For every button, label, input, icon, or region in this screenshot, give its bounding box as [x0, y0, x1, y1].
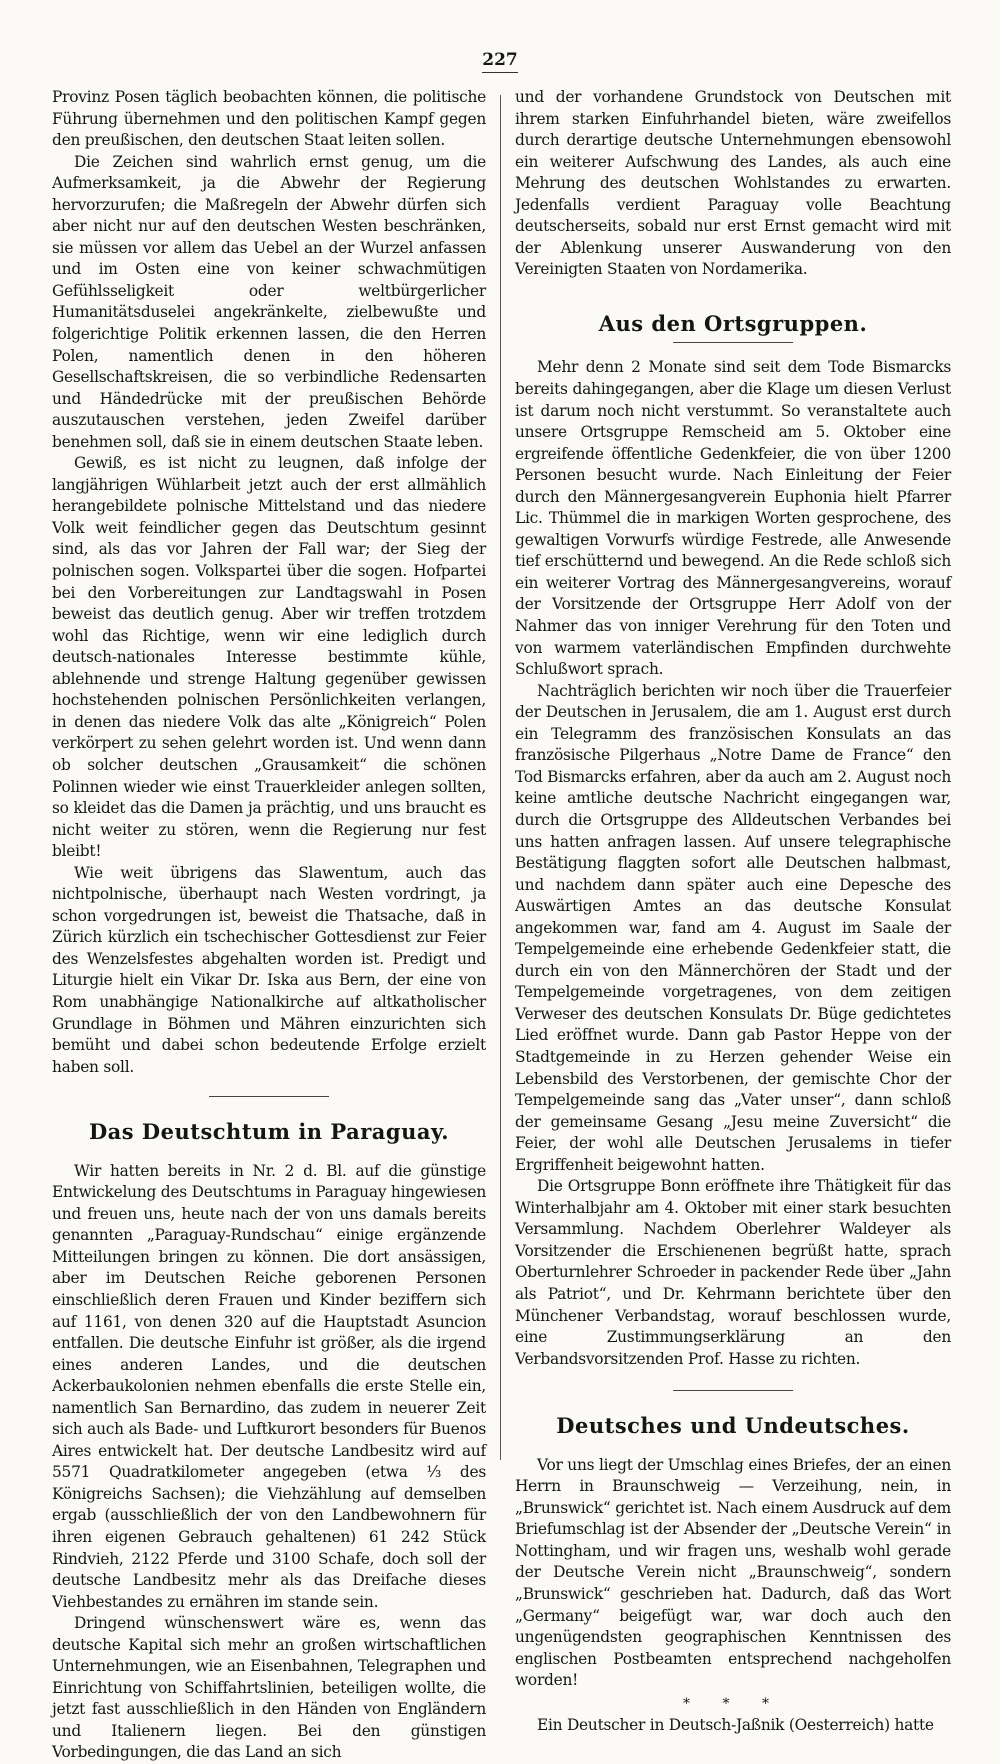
left-paragraph-4: Wie weit übrigens das Slawentum, auch das nichtpolnische, überhaupt nach Westen vordringt, ja schon vorgedrungen ist, beweist die Thatsache, daß in Zürich kürzlich ein tschechischer Gottesdienst zur Feier des Wenzelsfestes abgehalten worden ist. Predigt und Liturgie hielt ein Vikar Dr. Iska aus Bern, der eine von Rom unabhängige Nationalkirche auf altkatholischer Grundlage in Böhmen und Mähren einzurichten sich bemüht und dabei schon bedeutende Erfolge erzielt haben soll.	[52, 863, 486, 1076]
right-paragraph-6: Ein Deutscher in Deutsch-Jaßnik (Oesterreich) hatte	[537, 1716, 934, 1735]
heading-ortsgruppen: Aus den Ortsgruppen.	[598, 310, 868, 336]
section-stars: * * *	[683, 1695, 783, 1712]
right-paragraph-4: Die Ortsgruppe Bonn eröffnete ihre Thätigkeit für das Winterhalbjahr am 4. Oktober mit einer stark besuchten Versammlung. Nachdem Oberlehrer Waldeyer als Vorsitzender die Erschienenen begrüßt hatte, sprach Oberturnlehrer Schroeder in packender Rede über „Jahn als Patriot“, und Dr. Kehrmann berichtete über den Münchener Verbandstag, worauf beschlossen wurde, eine Zustimmungserklärung an den Verbandsvorsitzenden Prof. Hasse zu richten.	[515, 1177, 951, 1368]
page-number: 227	[0, 50, 1000, 73]
right-paragraph-1: und der vorhandene Grundstock von Deutschen mit ihrem starken Einfuhrhandel bieten, wäre zweifellos durch derartige deutsche Unternehmungen ebensowohl ein weiterer Aufschwung des Landes, als auch eine Mehrung des deutschen Wohlstandes zu erwarten. Jedenfalls verdient Paraguay volle Beachtung deutscherseits, sobald nur erst Ernst gemacht wird mit der Ablenkung unserer Auswanderung von den Vereinigten Staaten von Nordamerika.	[515, 88, 951, 279]
section-divider	[209, 1096, 329, 1097]
heading-deutsches-undeutsches: Deutsches und Undeutsches.	[556, 1413, 910, 1439]
column-rule	[500, 95, 501, 1460]
left-column	[52, 87, 486, 1764]
heading-paraguay: Das Deutschtum in Paraguay.	[88, 1119, 450, 1145]
heading-underline	[673, 342, 793, 343]
right-paragraph-2: Mehr denn 2 Monate sind seit dem Tode Bismarcks bereits dahingegangen, aber die Klage um diesen Verlust ist darum noch nicht verstummt. So veranstaltete auch unsere Ortsgruppe Remscheid am 5. Oktober eine ergreifende öffentliche Gedenkfeier, die von über 1200 Personen besucht wurde. Nach Einleitung der Feier durch den Männergesangverein Euphonia hielt Pfarrer Lic. Thümmel die in markigen Worten gesprochene, des gewaltigen Vorwurfs würdige Festrede, alle Anwesende tief erschütternd und bewegend. An die Rede schloß sich ein weiterer Vortrag des Männergesangvereins, worauf der Vorsitzende der Ortsgruppe Herr Adolf von der Nahmer das von inniger Verehrung für den Toten und von warmem vaterländischen Empfinden durchwehte Schlußwort sprach.	[515, 358, 951, 679]
left-paragraph-5: Wir hatten bereits in Nr. 2 d. Bl. auf die günstige Entwickelung des Deutschtums in Paraguay hingewiesen und freuen uns, heute nach der von uns damals bereits genannten „Paraguay-Rundschau“ einige ergänzende Mitteilungen bringen zu können. Die dort ansässigen, aber im Deutschen Reiche geborenen Personen einschließlich deren Frauen und Kinder beziffern sich auf 1161, von denen 320 auf die Hauptstadt Asuncion entfallen. Die deutsche Einfuhr ist größer, als die irgend eines anderen Landes, und die deutschen Ackerbaukolonien nehmen ebenfalls die erste Stelle ein, namentlich San Bernardino, das zudem in neuerer Zeit sich auch als Bade- und Luftkurort besonders für Buenos Aires entwickelt hat. Der deutsche Landbesitz wird auf 5571 Quadratkilometer angegeben (etwa ⅓ des Königreichs Sachsen); die Viehzählung auf demselben ergab (ausschließlich der von den Landbewohnern für ihren eigenen Gebrauch gehaltenen) 61 242 Stück Rindvieh, 2122 Pferde und 3100 Schafe, doch soll der deutsche Landbesitz mehr als das Dreifache dieses Viehbestandes zu ernähren im stande sein.	[52, 1161, 486, 1611]
section-divider	[673, 1390, 793, 1391]
left-paragraph-2: Die Zeichen sind wahrlich ernst genug, um die Aufmerksamkeit, ja die Abwehr der Regierung hervorzurufen; die Maßregeln der Abwehr dürfen sich aber nicht nur auf den deutschen Westen beschränken, sie müssen vor allem das Uebel an der Wurzel anfassen und im Osten eine von keiner schwachmütigen Gefühlsseligkeit oder weltbürgerlicher Humanitätsduselei angekränkelte, zielbewußte und folgerichtige Politik erkennen lassen, die den Herren Polen, namentlich denen in den höheren Gesellschaftskreisen, die so verbindliche Redensarten und Händedrücke mit der preußischen Behörde auszutauschen verstehen, jeden Zweifel darüber benehmen soll, daß sie in einem deutschen Staate leben.	[52, 152, 486, 451]
right-column	[515, 87, 951, 1737]
left-paragraph-3: Gewiß, es ist nicht zu leugnen, daß infolge der langjährigen Wühlarbeit jetzt auch der erst allmählich herangebildete polnische Mittelstand und das niedere Volk weit feindlicher gegen das Deutschtum gesinnt sind, als das vor Jahren der Fall war; der Sieg der polnischen sogen. Volkspartei über die sogen. Hofpartei bei den Vorbereitungen zur Landtagswahl in Posen beweist das deutlich genug. Aber wir treffen trotzdem wohl das Richtige, wenn wir eine lediglich durch deutsch-nationales Interesse bestimmte kühle, ablehnende und strenge Haltung gegenüber gewissen hochstehenden polnischen Persönlichkeiten verlangen, in denen das niedere Volk das alte „Königreich“ Polen verkörpert zu sehen gelehrt worden ist. Und wenn dann ob solcher deutschen „Grausamkeit“ die schönen Polinnen wieder wie einst Trauerkleider anlegen sollten, so kleidet das die Damen ja prächtig, und uns braucht es nicht weiter zu stören, wenn die Regierung nur fest bleibt!	[52, 454, 486, 861]
right-paragraph-3: Nachträglich berichten wir noch über die Trauerfeier der Deutschen in Jerusalem, die am 1. August erst durch ein Telegramm des französischen Konsulats an das französische Pilgerhaus „Notre Dame de France“ den Tod Bismarcks erfahren, aber da auch am 2. August noch keine amtliche deutsche Nachricht eingegangen war, durch die Ortsgruppe des Alldeutschen Verbandes bei uns hatten anfragen lassen. Auf unsere telegraphische Bestätigung flaggten sofort alle Deutschen halbmast, und nachdem dann später auch eine Depesche des Auswärtigen Amtes an das deutsche Konsulat angekommen war, fand am 4. August im Saale der Tempelgemeinde eine erhebende Gedenkfeier statt, die durch ein von den Männerchören der Stadt und der Tempelgemeinde vorgetragenes, von dem zeitigen Verweser des deutschen Konsulats Dr. Büge gedichtetes Lied eröffnet wurde. Dann gab Pastor Heppe von der Stadtgemeinde in zu Herzen gehender Weise ein Lebensbild des Verstorbenen, der gemischte Chor der Tempelgemeinde sang das „Vater unser“, dann schloß der gemeinsame Gesang „Jesu meine Zuversicht“ die Feier, der wohl alle Deutschen Jerusalems in tiefer Ergriffenheit beigewohnt hatten.	[515, 681, 951, 1174]
left-paragraph-1: Provinz Posen täglich beobachten können, die politische Führung übernehmen und den politischen Kampf gegen den preußischen, den deutschen Staat leiten sollen.	[52, 88, 486, 150]
right-paragraph-5: Vor uns liegt der Umschlag eines Briefes, der an einen Herrn in Braunschweig — Verzeihung, nein, in „Brunswick“ gerichtet ist. Nach einem Ausdruck auf dem Briefumschlag ist der Absender der „Deutsche Verein“ in Nottingham, und wir fragen uns, weshalb wohl gerade der Deutsche Verein nicht „Braunschweig“, sondern „Brunswick“ geschrieben hat. Dadurch, daß das Wort „Germany“ beigefügt war, war doch auch den ungenügendsten geographischen Kenntnissen des englischen Postbeamten entsprechend nachgeholfen worden!	[515, 1455, 951, 1690]
left-paragraph-6: Dringend wünschenswert wäre es, wenn das deutsche Kapital sich mehr an großen wirtschaftlichen Unternehmungen, wie an Eisenbahnen, Telegraphen und Einrichtung von Schiffahrtslinien, beteiligen wollte, die jetzt fast ausschließlich in den Händen von Engländern und Italienern liegen. Bei den günstigen Vorbedingungen, die das Land an sich	[52, 1614, 486, 1762]
